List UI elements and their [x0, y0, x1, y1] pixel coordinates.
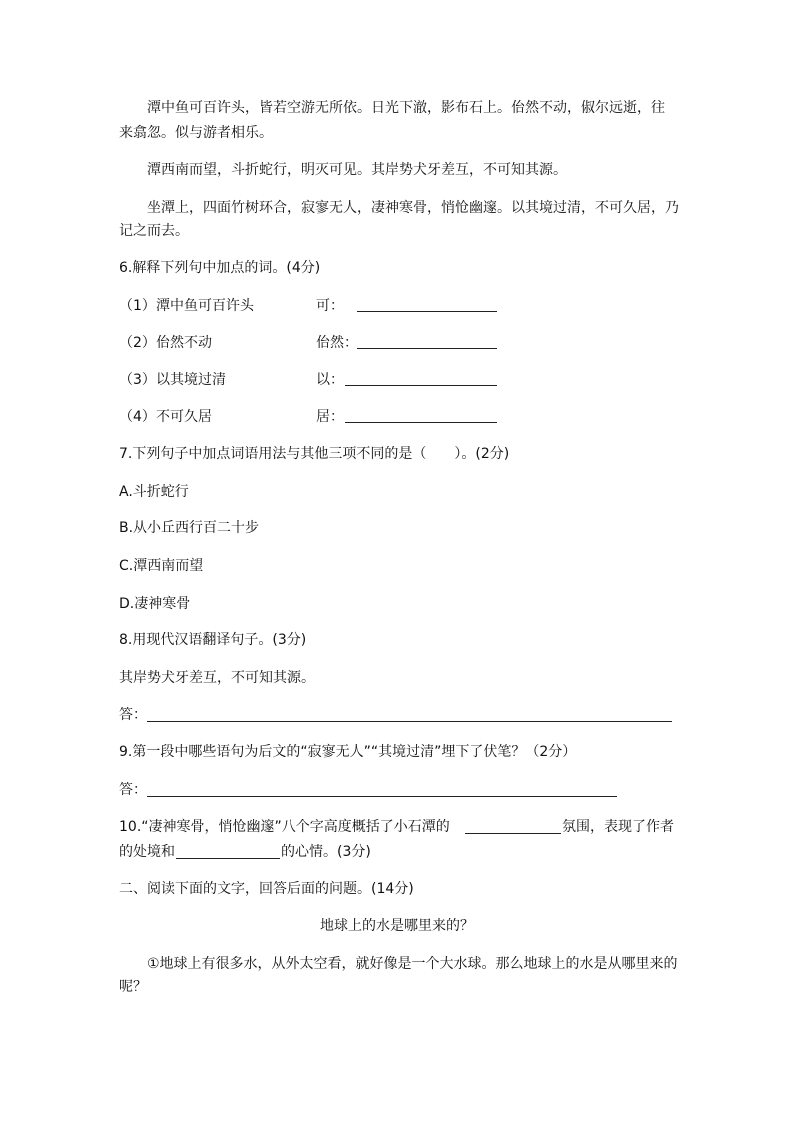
q10-blank-1[interactable]: [465, 833, 561, 834]
passage-p1-line2: 来翕忽。似与游者相乐。: [119, 125, 273, 141]
passage-p2: 潭西南而望，斗折蛇行，明灭可见。其岸势犬牙差互，不可知其源。: [147, 162, 567, 178]
q6-item-num: （3）: [119, 372, 156, 388]
q6-item-num: （2）: [119, 335, 156, 351]
q6-item-text: 佁然不动: [156, 335, 212, 351]
q6-answer-blank[interactable]: [345, 385, 497, 386]
q8-title: 8.用现代汉语翻译句子。(3分): [119, 632, 307, 648]
q10-text-a: 10.“凄神寒骨，悄怆幽邃”八个字高度概括了小石潭的: [119, 819, 450, 835]
q7-option-d[interactable]: D.凄神寒骨: [119, 596, 191, 612]
q6-item-num: （4）: [119, 409, 156, 425]
q9-title: 9.第一段中哪些语句为后文的“寂寥无人”“其境过清”埋下了伏笔？（2分）: [119, 744, 577, 760]
passage-p1-line1: 潭中鱼可百许头，皆若空游无所依。日光下澈，影布石上。佁然不动，俶尔远逝，往: [147, 100, 665, 116]
q8-sentence: 其岸势犬牙差互，不可知其源。: [119, 670, 315, 686]
q6-item-label: 居：: [316, 409, 344, 425]
article-title: 地球上的水是哪里来的？: [320, 918, 474, 934]
q6-item-num: （1）: [119, 298, 156, 314]
q10-text-d: 的心情。(3分): [281, 844, 371, 860]
q7-option-b[interactable]: B.从小丘西行百二十步: [119, 520, 260, 536]
passage-p3-line1: 坐潭上，四面竹树环合，寂寥无人，凄神寒骨，悄怆幽邃。以其境过清，不可久居，乃: [147, 200, 679, 216]
section2-title: 二、阅读下面的文字，回答后面的问题。(14分): [119, 881, 414, 897]
q8-answer-label: 答：: [119, 707, 147, 723]
q9-answer-label: 答：: [119, 782, 147, 798]
q10-text-b: 氛围，表现了作者: [562, 819, 674, 835]
q6-title: 6.解释下列句中加点的词。(4分): [119, 260, 321, 276]
q6-item-label: 可：: [316, 298, 344, 314]
q6-item-text: 潭中鱼可百许头: [156, 298, 254, 314]
q6-item-label: 以：: [316, 372, 344, 388]
q6-answer-blank[interactable]: [357, 311, 497, 312]
q6-answer-blank[interactable]: [345, 422, 497, 423]
q7-option-c[interactable]: C.潭西南而望: [119, 558, 204, 574]
q10-blank-2[interactable]: [176, 858, 280, 859]
q8-answer-blank[interactable]: [147, 721, 672, 722]
q7-title: 7.下列句子中加点词语用法与其他三项不同的是（ ）。(2分): [119, 446, 510, 462]
q6-item-text: 以其境过清: [156, 372, 226, 388]
q6-item-text: 不可久居: [156, 409, 212, 425]
q7-option-a[interactable]: A.斗折蛇行: [119, 484, 189, 500]
q6-answer-blank[interactable]: [357, 348, 497, 349]
passage-p3-line2: 记之而去。: [119, 223, 189, 239]
q6-item-label: 佁然：: [316, 335, 358, 351]
q10-text-c: 的处境和: [119, 844, 175, 860]
article-para1-line2: 呢？: [119, 979, 147, 995]
article-para1-line1: ①地球上有很多水，从外太空看，就好像是一个大水球。那么地球上的水是从哪里来的: [147, 956, 678, 972]
q9-answer-blank[interactable]: [147, 796, 617, 797]
